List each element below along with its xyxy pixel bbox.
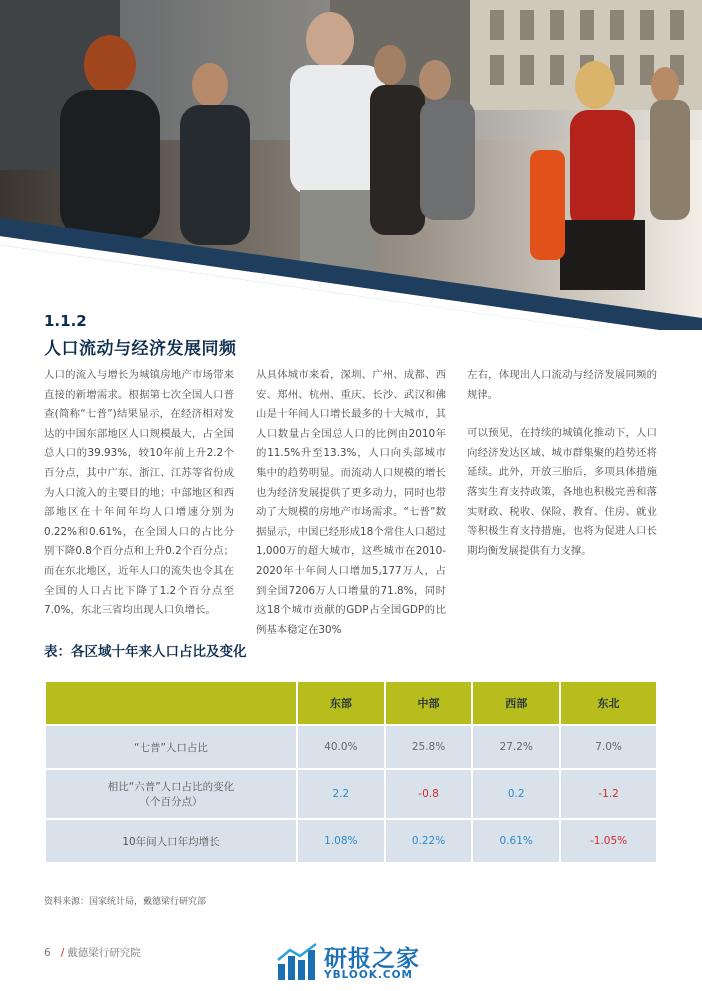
row-label: 相比“六普”人口占比的变化 （个百分点） bbox=[46, 770, 296, 818]
table-cell: 40.0% bbox=[298, 726, 384, 768]
slash-divider: / bbox=[60, 947, 65, 959]
table-header-cell: 东北 bbox=[561, 682, 656, 724]
table-cell: 7.0% bbox=[561, 726, 656, 768]
table-cell: 27.2% bbox=[473, 726, 559, 768]
table-cell: 0.2 bbox=[473, 770, 559, 818]
table-cell: -1.05% bbox=[561, 820, 656, 862]
row-label: “七普”人口占比 bbox=[46, 726, 296, 768]
paragraph: 人口的流入与增长为城镇房地产市场带来直接的新增需求。根据第七次全国人口普查(简称“七普”)结果显示，在经济相对发达的中国东部地区人口规模最大，占全国总人口的39.93%，较10年前上升2.2个百分点，其中广东、浙江、江苏等省份成为人口流入的主要目的地；中部地区和西部地区在十年间年均人口增速分别为0.22%和0.61%，在全国人口的占比分别下降0.8个百分点和上升0.2个百分点；而在东北地区，近年人口的流失也令其在全国的人口占比下降了1.2个百分点至7.0%，东北三省均出现人口负增长。 bbox=[44, 369, 234, 617]
table-header-cell: 中部 bbox=[386, 682, 472, 724]
table-cell: 2.2 bbox=[298, 770, 384, 818]
row-label: 10年间人口年均增长 bbox=[46, 820, 296, 862]
page-footer bbox=[44, 945, 141, 960]
table-cell: -1.2 bbox=[561, 770, 656, 818]
table-header-row bbox=[46, 682, 656, 724]
hero-photo bbox=[0, 0, 702, 330]
text-column-1 bbox=[44, 366, 234, 640]
table-header-cell bbox=[46, 682, 296, 724]
table-cell: 0.61% bbox=[473, 820, 559, 862]
table-row bbox=[46, 820, 656, 862]
page-number: 6 bbox=[44, 947, 51, 959]
table-title: 表：各区域十年来人口占比及变化 bbox=[44, 644, 247, 660]
table-row bbox=[46, 726, 656, 768]
table-cell: 0.22% bbox=[386, 820, 472, 862]
section-title: 人口流动与经济发展同频 bbox=[44, 339, 237, 359]
section-number: 1.1.2 bbox=[44, 312, 87, 330]
table-row bbox=[46, 770, 656, 818]
paragraph: 从具体城市来看，深圳、广州、成都、西安、郑州、杭州、重庆、长沙、武汉和佛山是十年间人口增长最多的十大城市，其人口数量占全国总人口的比例由2010年的11.5%升至13.3%，人口向头部城市集中的趋势明显。而流动人口规模的增长也为经济发展提供了更多动力，同时也带动了大规模的房地产市场需求。“七普”数据显示，中国已经形成18个常住人口超过1,000万的超大城市，这些城市在2010-2020年十年间人口增加5,177万人，占到全国7206万人口增量的71.8%，同时这18个城市贡献的GDP占全国GDP的比例基本稳定在30% bbox=[256, 369, 446, 636]
watermark-text-en: YBLOOK.COM bbox=[324, 969, 413, 981]
paragraph: 左右，体现出人口流动与经济发展同频的规律。 bbox=[467, 369, 657, 401]
paragraph: 可以预见，在持续的城镇化推动下，人口向经济发达区域、城市群集聚的趋势还将延续。此外，开放三胎后，多项具体措施落实生育支持政策，各地也积极完善和落实财政、税收、保险、教育、住房、就业等积极生育支持措施，也将为促进人口长期均衡发展提供有力支撑。 bbox=[467, 427, 657, 557]
bar-chart-icon bbox=[276, 942, 318, 982]
watermark-logo bbox=[276, 940, 456, 984]
table-header-cell: 西部 bbox=[473, 682, 559, 724]
source-note: 资料来源：国家统计局，戴德梁行研究部 bbox=[44, 897, 207, 907]
text-column-3 bbox=[467, 366, 657, 580]
table-cell: 25.8% bbox=[386, 726, 472, 768]
text-column-2 bbox=[256, 366, 446, 659]
table-cell: -0.8 bbox=[386, 770, 472, 818]
table-cell: 1.08% bbox=[298, 820, 384, 862]
watermark-text-cn: 研报之家 bbox=[324, 946, 420, 972]
table-header-cell: 东部 bbox=[298, 682, 384, 724]
region-population-table bbox=[44, 680, 658, 864]
footer-org: 戴德梁行研究院 bbox=[67, 947, 141, 959]
